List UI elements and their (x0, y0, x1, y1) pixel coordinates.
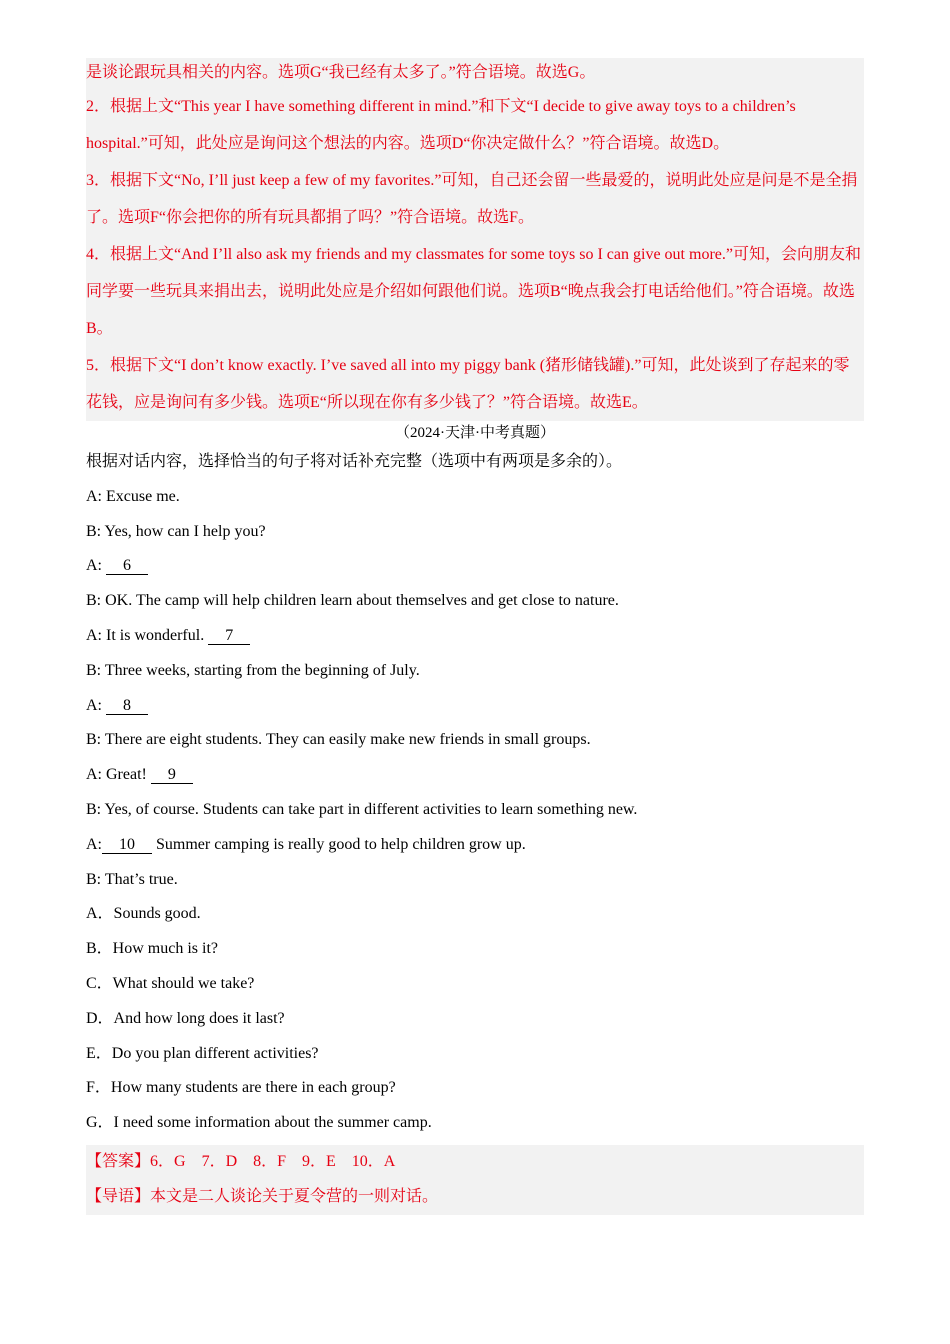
dialogue-line (86, 758, 864, 793)
analysis-line-1: 是谈论跟玩具相关的内容。选项G“我已经有太多了。”符合语境。故选G。 (86, 64, 596, 81)
dialogue-line: A: Excuse me. (86, 487, 180, 505)
question-body (86, 445, 864, 1141)
dialogue-line (86, 549, 864, 584)
dialogue-line: B: Yes, of course. Students can take part in different activities to learn something new. (86, 800, 638, 818)
option-d: D．And how long does it last? (86, 1009, 285, 1027)
blank-7: 7 (208, 628, 250, 645)
option-g: G．I need some information about the summer camp. (86, 1114, 432, 1132)
option-a: A．Sounds good. (86, 905, 201, 923)
answer-label: 【答案】 (86, 1152, 151, 1170)
guide-label: 【导语】 (86, 1187, 151, 1205)
dialogue-line: B: Three weeks, starting from the beginning of July. (86, 661, 420, 679)
question-source: （2024·天津·中考真题） (395, 425, 555, 441)
dialogue-line: B: OK. The camp will help children learn about themselves and get close to nature. (86, 592, 619, 610)
answer-block (86, 1145, 864, 1215)
blank-8: 8 (106, 698, 148, 715)
analysis-item-4: 4．根据上文“And I’ll also ask my friends and my classmates for some toys so I can give out more.”可知，会向朋友和同学要一些玩具来捐出去，说明此处应是介绍如何跟他们说。选项B“晚点我会打电话给他们。”符合语境。故选B。 (86, 246, 861, 337)
instruction: 根据对话内容，选择恰当的句子将对话补充完整（选项中有两项是多余的）。 (86, 453, 623, 470)
dialogue-line: B: Yes, how can I help you? (86, 522, 266, 540)
dialogue-line (86, 619, 864, 654)
blank-9: 9 (151, 767, 193, 784)
option-e: E．Do you plan different activities? (86, 1044, 319, 1062)
option-f: F．How many students are there in each group? (86, 1079, 396, 1097)
analysis-item-2: 2．根据上文“This year I have something different in mind.”和下文“I decide to give away toys to a children’s hospital.”可知，此处应是询问这个想法的内容。选项D“你决定做什么？”符合语境。故选D。 (86, 98, 796, 152)
dialogue-line: B: There are eight students. They can easily make new friends in small groups. (86, 731, 591, 749)
analysis-item-3: 3．根据下文“No, I’ll just keep a few of my favorites.”可知，自己还会留一些最爱的，说明此处应是问是不是全捐了。选项F“你会把你的所有玩具都捐了吗？”符合语境。故选F。 (86, 172, 858, 226)
option-c: C．What should we take? (86, 974, 255, 992)
analysis-block (86, 58, 864, 421)
guide-text: 本文是二人谈论关于夏令营的一则对话。 (150, 1187, 439, 1205)
dialogue-line: B: That’s true. (86, 870, 178, 888)
option-b: B．How much is it? (86, 940, 218, 958)
speaker-prefix: A: Great! (86, 766, 151, 784)
speaker-prefix: A: It is wonderful. (86, 626, 209, 644)
blank-10: 10 (102, 837, 152, 854)
answer-line (86, 1145, 864, 1180)
speaker-prefix: A: (86, 557, 106, 575)
analysis-item-5: 5．根据下文“I don’t know exactly. I’ve saved all into my piggy bank (猪形储钱罐).”可知，此处谈到了存起来的零花钱，应是询问有多少钱。选项E“所以现在你有多少钱了？”符合语境。故选E。 (86, 357, 850, 411)
dialogue-line (86, 689, 864, 724)
blank-6: 6 (106, 558, 148, 575)
dialogue-line (86, 828, 864, 863)
answer-text: 6．G 7．D 8．F 9．E 10．A (150, 1152, 396, 1170)
speaker-prefix: A: (86, 835, 102, 853)
document-page (86, 58, 864, 1215)
dialogue-suffix: Summer camping is really good to help children grow up. (152, 835, 526, 853)
guide-line (86, 1180, 864, 1215)
speaker-prefix: A: (86, 696, 106, 714)
